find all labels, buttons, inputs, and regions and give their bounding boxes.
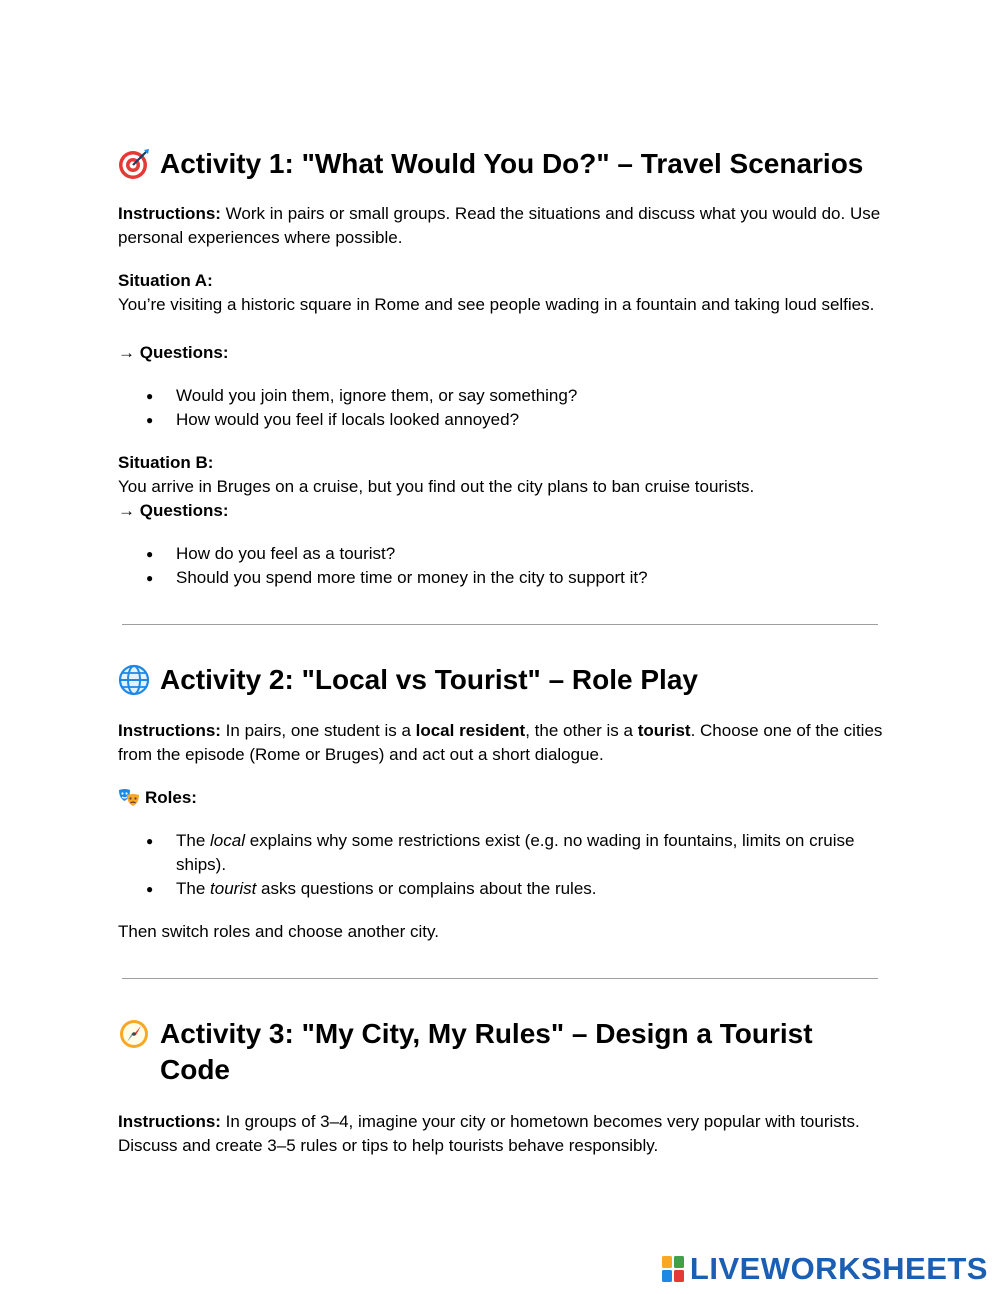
liveworksheets-logo-icon	[662, 1256, 686, 1282]
situation-a-text: You’re visiting a historic square in Rome and see people wading in a fountain and taking loud selfies.	[118, 295, 875, 314]
list-item: ● The local explains why some restrictions exist (e.g. no wading in fountains, limits on cruise ships).	[118, 829, 883, 877]
globe-icon	[118, 664, 150, 696]
local-resident-term: local resident	[415, 721, 526, 740]
target-icon	[118, 148, 150, 180]
activity-1-heading	[118, 146, 883, 182]
roles-label: Roles:	[145, 788, 197, 807]
list-item: ● Would you join them, ignore them, or say something?	[118, 384, 883, 408]
section-divider	[122, 624, 878, 625]
situation-a-questions-label: → Questions:	[118, 343, 229, 362]
activity-3-title: Activity 3: "My City, My Rules" – Design a Tourist Code	[160, 1018, 813, 1085]
roles-heading	[118, 786, 883, 810]
theater-masks-icon	[118, 788, 140, 808]
instructions-text: Work in pairs or small groups. Read the situations and discuss what you would do. Use personal experiences where possible.	[118, 204, 881, 247]
situation-b-text: You arrive in Bruges on a cruise, but you find out the city plans to ban cruise tourists.	[118, 477, 755, 496]
compass-icon	[118, 1018, 150, 1050]
activity-3-heading	[118, 1016, 883, 1088]
activity-1-title: Activity 1: "What Would You Do?" – Travel Scenarios	[160, 148, 864, 179]
roles-list	[118, 829, 883, 901]
section-divider	[122, 978, 878, 979]
list-item: ● The tourist asks questions or complains about the rules.	[118, 877, 883, 901]
instructions-label: Instructions:	[118, 204, 221, 223]
list-item: ● How would you feel if locals looked annoyed?	[118, 408, 883, 432]
activity-2-title: Activity 2: "Local vs Tourist" – Role Play	[160, 664, 698, 695]
liveworksheets-logo-text: LIVEWORKSHEETS	[689, 1251, 988, 1286]
situation-a-label: Situation A:	[118, 271, 213, 290]
situation-b-questions-label: → Questions:	[118, 501, 229, 520]
situation-b-label: Situation B:	[118, 453, 214, 472]
activity-2-heading	[118, 662, 883, 698]
list-item: ● How do you feel as a tourist?	[118, 542, 883, 566]
liveworksheets-logo	[662, 1252, 988, 1286]
activity-2-instructions: Instructions: In pairs, one student is a local resident, the other is a tourist. Choose one of the cities from the episode (Rome or Bruges) and act out a short dialogue.	[118, 721, 883, 764]
activity-3-instructions: Instructions: In groups of 3–4, imagine your city or hometown becomes very popular with tourists. Discuss and create 3–5 rules or tips to help tourists behave responsibly.	[118, 1112, 860, 1155]
situation-a-questions	[118, 384, 883, 432]
situation-b-questions	[118, 542, 883, 590]
activity-1-instructions	[118, 202, 883, 250]
tourist-term: tourist	[637, 721, 691, 740]
activity-2-closing: Then switch roles and choose another city.	[118, 922, 439, 941]
list-item: ● Should you spend more time or money in the city to support it?	[118, 566, 883, 590]
